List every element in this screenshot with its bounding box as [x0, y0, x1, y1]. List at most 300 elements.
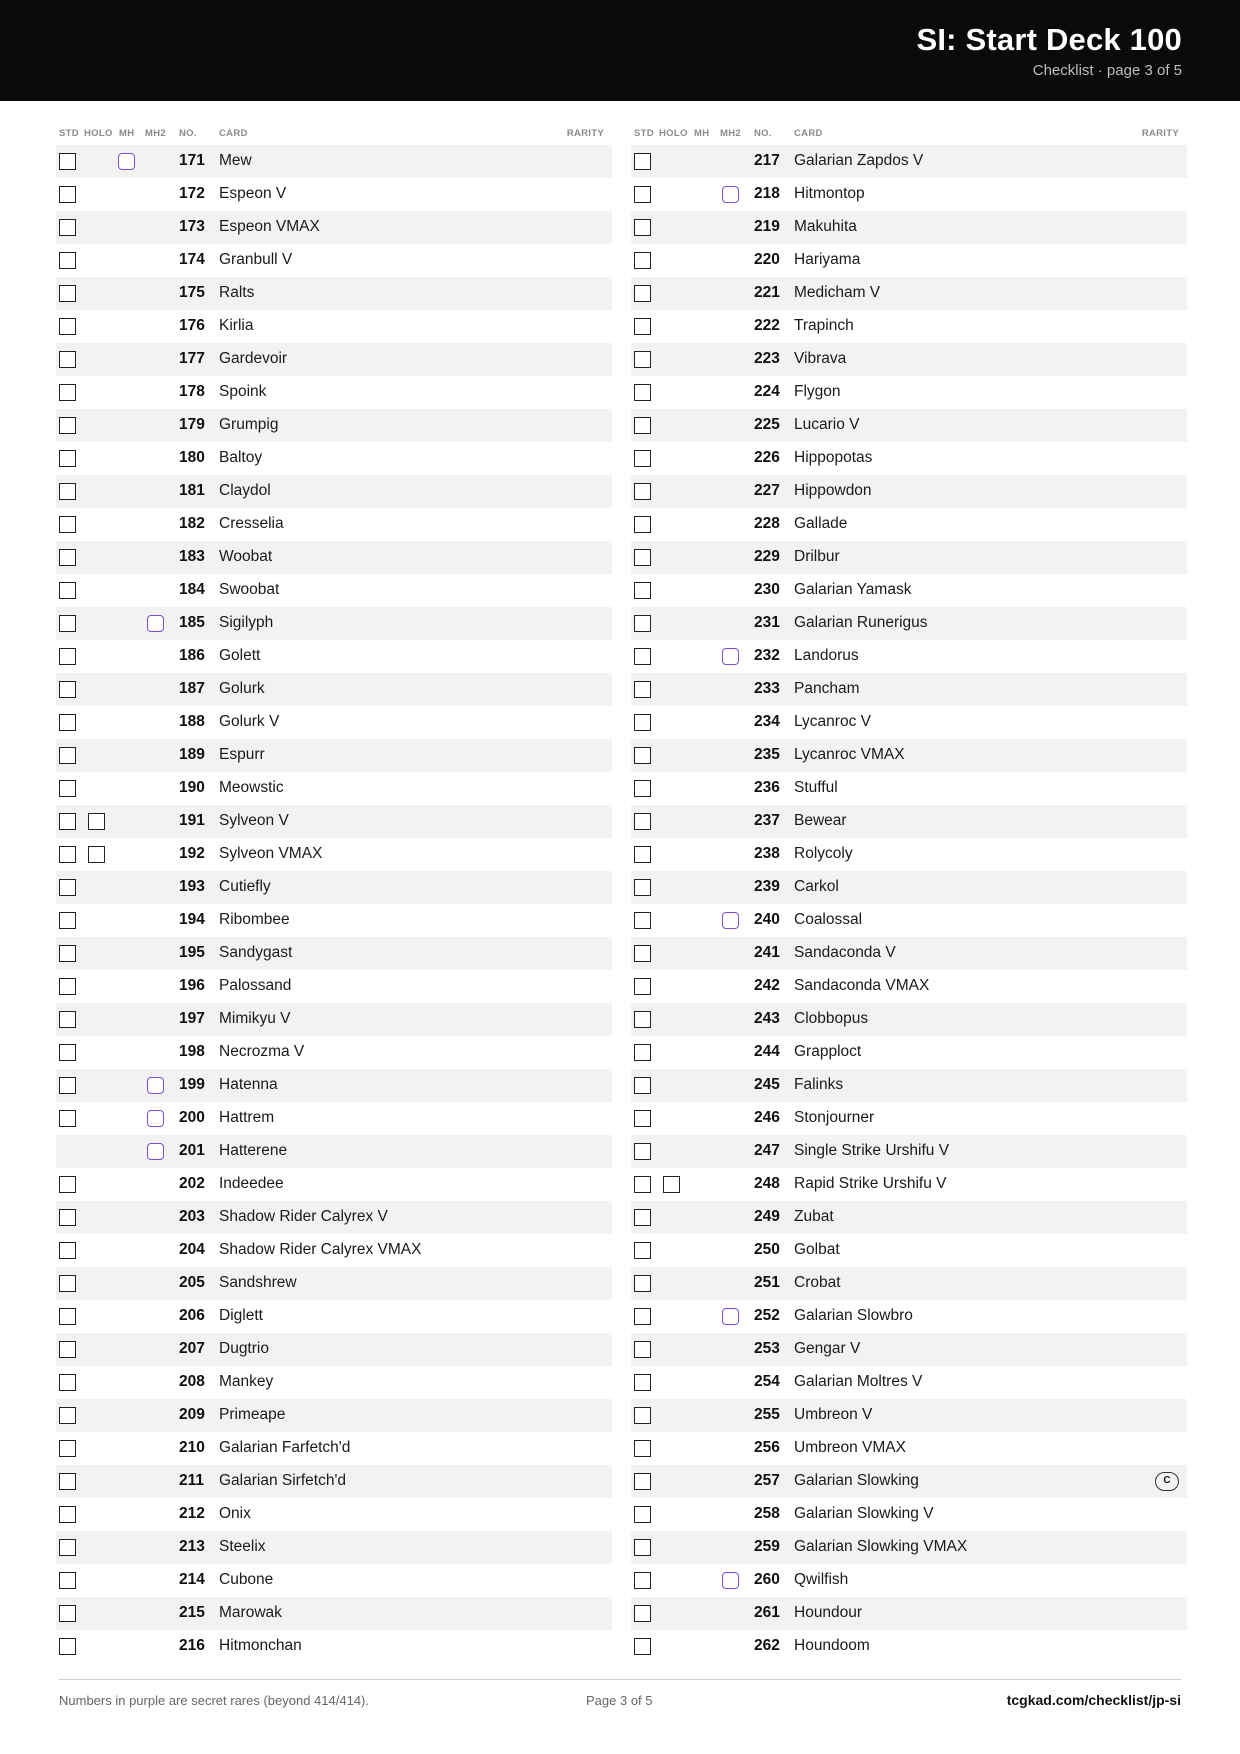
- card-row: [56, 211, 612, 244]
- std-checkbox[interactable]: [634, 450, 651, 467]
- card-name: Marowak: [219, 1604, 282, 1621]
- std-checkbox[interactable]: [59, 1638, 76, 1655]
- page-title: SI: Start Deck 100: [916, 22, 1182, 57]
- card-row: [631, 376, 1187, 409]
- card-name: Steelix: [219, 1538, 266, 1555]
- card-row: [56, 1597, 612, 1630]
- std-checkbox[interactable]: [59, 1176, 76, 1193]
- std-checkbox[interactable]: [634, 318, 651, 335]
- card-number: 229: [754, 548, 780, 565]
- card-row: [56, 1201, 612, 1234]
- card-name: Sandygast: [219, 944, 293, 961]
- card-row: [56, 1069, 612, 1102]
- card-name: Qwilfish: [794, 1571, 849, 1588]
- holo-checkbox[interactable]: [88, 813, 105, 830]
- card-row: [631, 1168, 1187, 1201]
- card-row: [56, 871, 612, 904]
- std-checkbox[interactable]: [634, 549, 651, 566]
- std-checkbox[interactable]: [634, 780, 651, 797]
- card-name: Pancham: [794, 680, 860, 697]
- card-name: Mimikyu V: [219, 1010, 291, 1027]
- card-row: [56, 706, 612, 739]
- std-checkbox[interactable]: [59, 384, 76, 401]
- card-name: Necrozma V: [219, 1043, 305, 1060]
- card-number: 239: [754, 878, 780, 895]
- card-row: [631, 1135, 1187, 1168]
- std-checkbox[interactable]: [59, 1473, 76, 1490]
- std-checkbox[interactable]: [634, 219, 651, 236]
- card-row: [56, 1630, 612, 1663]
- std-checkbox[interactable]: [634, 1011, 651, 1028]
- card-number: 255: [754, 1406, 780, 1423]
- card-number: 208: [179, 1373, 205, 1390]
- std-checkbox[interactable]: [634, 1110, 651, 1127]
- card-row: [631, 1201, 1187, 1234]
- card-name: Sandaconda V: [794, 944, 896, 961]
- card-row: [631, 904, 1187, 937]
- card-list-right: [631, 145, 1187, 1663]
- card-number: 180: [179, 449, 205, 466]
- card-row: [56, 739, 612, 772]
- std-checkbox[interactable]: [59, 978, 76, 995]
- card-row: [56, 1267, 612, 1300]
- card-name: Drilbur: [794, 548, 840, 565]
- holo-checkbox[interactable]: [88, 846, 105, 863]
- std-checkbox[interactable]: [634, 1374, 651, 1391]
- card-name: Swoobat: [219, 581, 280, 598]
- card-name: Falinks: [794, 1076, 844, 1093]
- card-name: Sandshrew: [219, 1274, 297, 1291]
- card-number: 201: [179, 1142, 205, 1159]
- card-number: 215: [179, 1604, 205, 1621]
- std-checkbox[interactable]: [634, 879, 651, 896]
- card-number: 189: [179, 746, 205, 763]
- card-name: Carkol: [794, 878, 839, 895]
- std-checkbox[interactable]: [634, 153, 651, 170]
- mh2-checkbox[interactable]: [722, 1308, 739, 1325]
- card-row: [631, 1597, 1187, 1630]
- rarity-header: RARITY: [1141, 128, 1179, 139]
- card-number: 222: [754, 317, 780, 334]
- card-row: [56, 1498, 612, 1531]
- card-row: [56, 805, 612, 838]
- mh2-checkbox[interactable]: [147, 1077, 164, 1094]
- card-name: Galarian Slowking: [794, 1472, 919, 1489]
- card-number: 225: [754, 416, 780, 433]
- page-subtitle: Checklist · page 3 of 5: [1032, 62, 1182, 79]
- std-checkbox[interactable]: [59, 1044, 76, 1061]
- card-row: [631, 1465, 1187, 1498]
- std-checkbox[interactable]: [634, 384, 651, 401]
- card-name: Shadow Rider Calyrex V: [219, 1208, 388, 1225]
- std-checkbox[interactable]: [634, 417, 651, 434]
- card-name: Espeon VMAX: [219, 218, 320, 235]
- card-name: Sylveon V: [219, 812, 289, 829]
- std-checkbox[interactable]: [59, 1242, 76, 1259]
- std-checkbox[interactable]: [634, 1176, 651, 1193]
- card-name: Galarian Runerigus: [794, 614, 928, 631]
- std-checkbox[interactable]: [634, 1044, 651, 1061]
- std-checkbox[interactable]: [634, 1440, 651, 1457]
- std-checkbox[interactable]: [59, 1539, 76, 1556]
- card-row: [56, 1168, 612, 1201]
- mh-header: MH: [694, 128, 710, 139]
- card-number: 240: [754, 911, 780, 928]
- std-checkbox[interactable]: [634, 582, 651, 599]
- column-header: [631, 123, 1187, 145]
- std-checkbox[interactable]: [59, 879, 76, 896]
- card-number: 252: [754, 1307, 780, 1324]
- card-list-left: [56, 145, 612, 1663]
- std-checkbox[interactable]: [59, 351, 76, 368]
- card-name: Houndour: [794, 1604, 863, 1621]
- number-header: NO.: [754, 128, 772, 139]
- card-number: 237: [754, 812, 780, 829]
- card-number: 245: [754, 1076, 780, 1093]
- card-row: [631, 1234, 1187, 1267]
- mh2-checkbox[interactable]: [722, 648, 739, 665]
- card-header: CARD: [794, 128, 823, 139]
- card-name: Hitmonchan: [219, 1637, 302, 1654]
- card-name: Ralts: [219, 284, 255, 301]
- card-name: Cresselia: [219, 515, 284, 532]
- std-checkbox[interactable]: [59, 1011, 76, 1028]
- card-name: Espurr: [219, 746, 265, 763]
- std-checkbox[interactable]: [59, 1572, 76, 1589]
- card-number: 184: [179, 581, 205, 598]
- card-row: [56, 1102, 612, 1135]
- card-number: 223: [754, 350, 780, 367]
- std-checkbox[interactable]: [634, 648, 651, 665]
- card-number: 256: [754, 1439, 780, 1456]
- card-row: [631, 1003, 1187, 1036]
- mh2-checkbox[interactable]: [147, 1143, 164, 1160]
- card-number: 210: [179, 1439, 205, 1456]
- std-checkbox[interactable]: [59, 1374, 76, 1391]
- std-checkbox[interactable]: [634, 1473, 651, 1490]
- card-number: 174: [179, 251, 205, 268]
- card-number: 204: [179, 1241, 205, 1258]
- std-checkbox[interactable]: [59, 153, 76, 170]
- card-name: Galarian Slowking VMAX: [794, 1538, 968, 1555]
- card-row: [631, 1399, 1187, 1432]
- std-checkbox[interactable]: [59, 318, 76, 335]
- card-name: Golett: [219, 647, 261, 664]
- std-checkbox[interactable]: [634, 1242, 651, 1259]
- card-name: Houndoom: [794, 1637, 870, 1654]
- card-number: 171: [179, 152, 205, 169]
- card-number: 226: [754, 449, 780, 466]
- card-name: Galarian Yamask: [794, 581, 912, 598]
- std-checkbox[interactable]: [59, 1275, 76, 1292]
- std-checkbox[interactable]: [634, 615, 651, 632]
- std-checkbox[interactable]: [59, 747, 76, 764]
- std-checkbox[interactable]: [59, 1308, 76, 1325]
- card-row: [631, 1333, 1187, 1366]
- std-checkbox[interactable]: [634, 1341, 651, 1358]
- std-checkbox[interactable]: [634, 285, 651, 302]
- std-checkbox[interactable]: [59, 1407, 76, 1424]
- std-checkbox[interactable]: [59, 1440, 76, 1457]
- std-checkbox[interactable]: [59, 846, 76, 863]
- card-row: [631, 244, 1187, 277]
- mh-checkbox[interactable]: [118, 153, 135, 170]
- std-checkbox[interactable]: [634, 978, 651, 995]
- std-checkbox[interactable]: [59, 1341, 76, 1358]
- card-row: [56, 607, 612, 640]
- std-checkbox[interactable]: [59, 681, 76, 698]
- column-header: [56, 123, 612, 145]
- std-checkbox[interactable]: [59, 912, 76, 929]
- mh2-checkbox[interactable]: [147, 1110, 164, 1127]
- std-checkbox[interactable]: [634, 483, 651, 500]
- std-checkbox[interactable]: [634, 714, 651, 731]
- card-name: Vibrava: [794, 350, 847, 367]
- card-row: [56, 673, 612, 706]
- std-checkbox[interactable]: [634, 945, 651, 962]
- card-name: Stonjourner: [794, 1109, 875, 1126]
- card-number: 193: [179, 878, 205, 895]
- card-name: Onix: [219, 1505, 251, 1522]
- std-checkbox[interactable]: [59, 1077, 76, 1094]
- card-number: 260: [754, 1571, 780, 1588]
- card-row: [631, 1432, 1187, 1465]
- card-row: [631, 145, 1187, 178]
- checklist-column-left: [56, 123, 612, 1663]
- card-number: 254: [754, 1373, 780, 1390]
- std-checkbox[interactable]: [634, 1572, 651, 1589]
- std-checkbox[interactable]: [634, 1539, 651, 1556]
- std-checkbox[interactable]: [634, 1275, 651, 1292]
- card-number: 250: [754, 1241, 780, 1258]
- card-row: [631, 343, 1187, 376]
- card-number: 183: [179, 548, 205, 565]
- card-name: Mew: [219, 152, 252, 169]
- card-number: 192: [179, 845, 205, 862]
- card-name: Medicham V: [794, 284, 881, 301]
- mh2-checkbox[interactable]: [722, 912, 739, 929]
- card-name: Coalossal: [794, 911, 863, 928]
- std-checkbox[interactable]: [59, 549, 76, 566]
- card-row: [56, 1135, 612, 1168]
- std-checkbox[interactable]: [634, 516, 651, 533]
- card-row: [631, 541, 1187, 574]
- std-checkbox[interactable]: [634, 252, 651, 269]
- std-checkbox[interactable]: [59, 1506, 76, 1523]
- card-number: 191: [179, 812, 205, 829]
- mh2-checkbox[interactable]: [722, 1572, 739, 1589]
- card-name: Zubat: [794, 1208, 834, 1225]
- std-checkbox[interactable]: [634, 747, 651, 764]
- card-row: [631, 211, 1187, 244]
- card-name: Galarian Slowking V: [794, 1505, 934, 1522]
- card-name: Grumpig: [219, 416, 279, 433]
- card-number: 197: [179, 1010, 205, 1027]
- card-number: 238: [754, 845, 780, 862]
- card-number: 186: [179, 647, 205, 664]
- card-name: Cubone: [219, 1571, 274, 1588]
- card-number: 219: [754, 218, 780, 235]
- card-name: Granbull V: [219, 251, 293, 268]
- card-name: Palossand: [219, 977, 292, 994]
- card-row: [631, 277, 1187, 310]
- std-header: STD: [59, 128, 79, 139]
- std-checkbox[interactable]: [59, 813, 76, 830]
- mh2-checkbox[interactable]: [722, 186, 739, 203]
- card-number: 230: [754, 581, 780, 598]
- card-number: 194: [179, 911, 205, 928]
- card-number: 217: [754, 152, 780, 169]
- std-checkbox[interactable]: [634, 1407, 651, 1424]
- std-checkbox[interactable]: [59, 1110, 76, 1127]
- std-checkbox[interactable]: [59, 714, 76, 731]
- card-name: Galarian Sirfetch'd: [219, 1472, 347, 1489]
- card-number: 176: [179, 317, 205, 334]
- card-row: [56, 937, 612, 970]
- card-row: [56, 772, 612, 805]
- card-row: [631, 1102, 1187, 1135]
- card-row: [56, 1432, 612, 1465]
- std-checkbox[interactable]: [59, 516, 76, 533]
- card-number: 178: [179, 383, 205, 400]
- card-number: 190: [179, 779, 205, 796]
- card-name: Rolycoly: [794, 845, 853, 862]
- card-name: Diglett: [219, 1307, 263, 1324]
- std-checkbox[interactable]: [634, 1077, 651, 1094]
- card-number: 241: [754, 944, 780, 961]
- card-row: [631, 706, 1187, 739]
- card-number: 221: [754, 284, 780, 301]
- card-row: [56, 376, 612, 409]
- card-number: 261: [754, 1604, 780, 1621]
- card-number: 195: [179, 944, 205, 961]
- std-checkbox[interactable]: [59, 219, 76, 236]
- card-name: Umbreon V: [794, 1406, 873, 1423]
- card-number: 181: [179, 482, 205, 499]
- card-number: 251: [754, 1274, 780, 1291]
- card-row: [631, 838, 1187, 871]
- card-name: Mankey: [219, 1373, 274, 1390]
- std-checkbox[interactable]: [59, 186, 76, 203]
- std-checkbox[interactable]: [634, 1506, 651, 1523]
- std-checkbox[interactable]: [59, 1605, 76, 1622]
- card-row: [631, 1300, 1187, 1333]
- card-number: 244: [754, 1043, 780, 1060]
- card-header: CARD: [219, 128, 248, 139]
- card-number: 248: [754, 1175, 780, 1192]
- card-name: Galarian Slowbro: [794, 1307, 913, 1324]
- card-name: Golurk: [219, 680, 265, 697]
- card-number: 196: [179, 977, 205, 994]
- card-row: [56, 541, 612, 574]
- card-number: 209: [179, 1406, 205, 1423]
- card-row: [631, 1366, 1187, 1399]
- card-row: [56, 1300, 612, 1333]
- card-name: Umbreon VMAX: [794, 1439, 906, 1456]
- std-checkbox[interactable]: [634, 846, 651, 863]
- card-number: 218: [754, 185, 780, 202]
- card-name: Woobat: [219, 548, 273, 565]
- std-checkbox[interactable]: [634, 1209, 651, 1226]
- card-row: [56, 244, 612, 277]
- card-name: Stufful: [794, 779, 838, 796]
- holo-checkbox[interactable]: [663, 1176, 680, 1193]
- card-row: [56, 838, 612, 871]
- card-number: 199: [179, 1076, 205, 1093]
- std-checkbox[interactable]: [634, 1143, 651, 1160]
- card-name: Crobat: [794, 1274, 841, 1291]
- std-checkbox[interactable]: [634, 1308, 651, 1325]
- card-row: [56, 574, 612, 607]
- card-name: Baltoy: [219, 449, 263, 466]
- card-name: Hatterene: [219, 1142, 288, 1159]
- card-name: Lycanroc V: [794, 713, 871, 730]
- card-number: 246: [754, 1109, 780, 1126]
- card-name: Hariyama: [794, 251, 861, 268]
- std-checkbox[interactable]: [59, 945, 76, 962]
- card-number: 205: [179, 1274, 205, 1291]
- std-checkbox[interactable]: [634, 813, 651, 830]
- card-row: [56, 442, 612, 475]
- rarity-header: RARITY: [566, 128, 604, 139]
- card-number: 172: [179, 185, 205, 202]
- card-number: 242: [754, 977, 780, 994]
- std-checkbox[interactable]: [59, 285, 76, 302]
- card-row: [631, 508, 1187, 541]
- card-name: Shadow Rider Calyrex VMAX: [219, 1241, 422, 1258]
- std-checkbox[interactable]: [59, 648, 76, 665]
- std-checkbox[interactable]: [634, 912, 651, 929]
- card-row: [56, 178, 612, 211]
- std-checkbox[interactable]: [634, 681, 651, 698]
- std-checkbox[interactable]: [59, 780, 76, 797]
- card-number: 182: [179, 515, 205, 532]
- card-number: 233: [754, 680, 780, 697]
- std-checkbox[interactable]: [634, 351, 651, 368]
- std-checkbox[interactable]: [634, 186, 651, 203]
- std-checkbox[interactable]: [59, 417, 76, 434]
- std-checkbox[interactable]: [59, 582, 76, 599]
- card-number: 259: [754, 1538, 780, 1555]
- card-number: 234: [754, 713, 780, 730]
- card-row: [56, 1036, 612, 1069]
- footer-url-link[interactable]: tcgkad.com/checklist/jp-si: [1006, 1692, 1181, 1708]
- std-checkbox[interactable]: [634, 1638, 651, 1655]
- mh2-checkbox[interactable]: [147, 615, 164, 632]
- card-number: 214: [179, 1571, 205, 1588]
- card-row: [631, 805, 1187, 838]
- std-checkbox[interactable]: [59, 450, 76, 467]
- card-name: Galarian Farfetch'd: [219, 1439, 351, 1456]
- std-checkbox[interactable]: [59, 483, 76, 500]
- card-row: [631, 1267, 1187, 1300]
- card-name: Meowstic: [219, 779, 284, 796]
- std-checkbox[interactable]: [634, 1605, 651, 1622]
- std-checkbox[interactable]: [59, 1209, 76, 1226]
- card-name: Ribombee: [219, 911, 290, 928]
- std-checkbox[interactable]: [59, 615, 76, 632]
- card-name: Dugtrio: [219, 1340, 269, 1357]
- card-name: Espeon V: [219, 185, 287, 202]
- card-name: Sandaconda VMAX: [794, 977, 930, 994]
- card-name: Landorus: [794, 647, 859, 664]
- card-row: [56, 1003, 612, 1036]
- card-row: [631, 310, 1187, 343]
- card-row: [631, 1069, 1187, 1102]
- std-checkbox[interactable]: [59, 252, 76, 269]
- card-row: [56, 970, 612, 1003]
- card-number: 228: [754, 515, 780, 532]
